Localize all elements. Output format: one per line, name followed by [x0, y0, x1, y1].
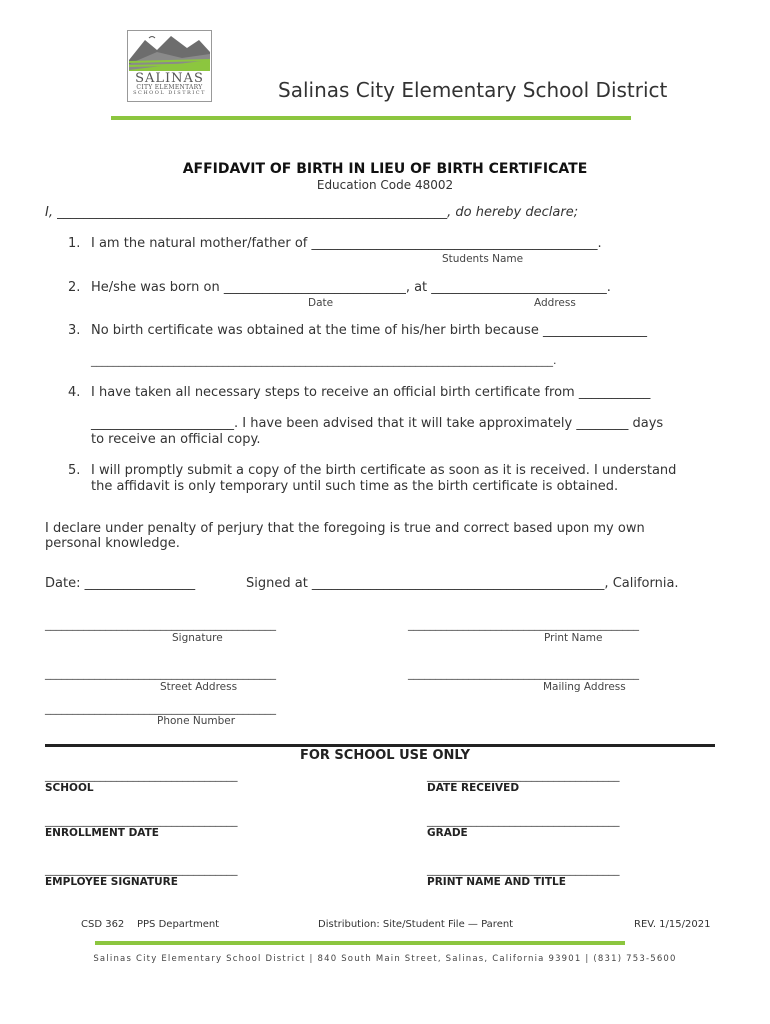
perjury-statement-2: personal knowledge.: [45, 536, 180, 551]
item-5-number: 5.: [68, 463, 81, 478]
perjury-statement-1: I declare under penalty of perjury that the foregoing is true and correct based upon my own: [45, 521, 645, 536]
signature-label: Signature: [172, 632, 223, 644]
logo-line-2: CITY ELEMENTARY: [136, 84, 203, 91]
mailing-address-label: Mailing Address: [543, 681, 626, 693]
district-title: Salinas City Elementary School District: [278, 78, 668, 102]
print-name-title-line[interactable]: ___________________________________: [427, 863, 620, 876]
signed-at-field[interactable]: Signed at _____________________________________________, California.: [246, 576, 679, 591]
date-received-label: DATE RECEIVED: [427, 782, 520, 794]
revision-date: REV. 1/15/2021: [634, 919, 711, 930]
street-address-line[interactable]: __________________________________________: [45, 667, 276, 680]
date-received-line[interactable]: ___________________________________: [427, 769, 620, 782]
item-2-text: He/she was born on ____________________________, at ___________________________.: [91, 280, 611, 295]
grade-label: GRADE: [427, 827, 468, 839]
street-address-label: Street Address: [160, 681, 238, 693]
declaration-line: [45, 205, 578, 220]
item-3-text-cont: ____________________________________________________________________________________.: [91, 354, 557, 367]
item-5-text: I will promptly submit a copy of the birth certificate as soon as it is received. I understand: [91, 463, 677, 478]
footer-divider: [95, 941, 625, 945]
date-field[interactable]: Date: _________________: [45, 576, 196, 591]
item-4-text: I have taken all necessary steps to receive an official birth certificate from ___________: [91, 385, 651, 400]
enrollment-date-line[interactable]: ___________________________________: [45, 814, 238, 827]
declaration-suffix: do hereby declare;: [455, 205, 579, 220]
declaration-prefix: I, ____________________________________________________________,: [45, 205, 452, 220]
department: PPS Department: [137, 919, 220, 930]
item-3-text: No birth certificate was obtained at the time of his/her birth because ________________: [91, 323, 647, 338]
header-divider: [111, 116, 631, 120]
logo-line-1: SALINAS: [135, 71, 204, 86]
school-use-heading: FOR SCHOOL USE ONLY: [299, 748, 471, 763]
print-name-title-label: PRINT NAME AND TITLE: [427, 876, 566, 888]
item-1-number: 1.: [68, 236, 81, 251]
item-3-number: 3.: [68, 323, 81, 338]
school-label: SCHOOL: [45, 782, 94, 794]
distribution: Distribution: Site/Student File — Parent: [318, 919, 514, 930]
employee-signature-label: EMPLOYEE SIGNATURE: [45, 876, 178, 888]
footer-address: Salinas City Elementary School District | 840 South Main Street, Salinas, California 93901 | (831) 753-5600: [93, 954, 677, 964]
item-1-text: I am the natural mother/father of ____________________________________________.: [91, 236, 602, 251]
grade-line[interactable]: ___________________________________: [427, 814, 620, 827]
date-label: Date: [308, 297, 334, 309]
item-4-text-cont-2: to receive an official copy.: [91, 432, 261, 447]
signature-line[interactable]: __________________________________________: [45, 618, 276, 631]
form-code: CSD 362: [81, 919, 125, 930]
phone-label: Phone Number: [157, 715, 236, 727]
phone-line[interactable]: __________________________________________: [45, 702, 276, 715]
item-4-text-cont: ______________________. I have been advised that it will take approximately ________ days: [91, 416, 664, 431]
mailing-address-line[interactable]: __________________________________________: [408, 667, 639, 680]
form-subtitle: Education Code 48002: [316, 178, 454, 192]
enrollment-date-label: ENROLLMENT DATE: [45, 827, 159, 839]
employee-signature-line[interactable]: ___________________________________: [45, 863, 238, 876]
print-name-line[interactable]: __________________________________________: [408, 618, 639, 631]
form-title: AFFIDAVIT OF BIRTH IN LIEU OF BIRTH CERTIFICATE: [182, 161, 588, 177]
item-4-number: 4.: [68, 385, 81, 400]
students-name-label: Students Name: [442, 253, 524, 265]
item-2-number: 2.: [68, 280, 81, 295]
school-use-divider: [45, 744, 715, 747]
address-label: Address: [534, 297, 576, 309]
item-5-text-cont: the affidavit is only temporary until such time as the birth certificate is obtained.: [91, 479, 619, 494]
logo-line-3: SCHOOL DISTRICT: [133, 90, 206, 96]
logo-text: [127, 72, 212, 96]
print-name-label: Print Name: [544, 632, 603, 644]
school-line[interactable]: ___________________________________: [45, 769, 238, 782]
